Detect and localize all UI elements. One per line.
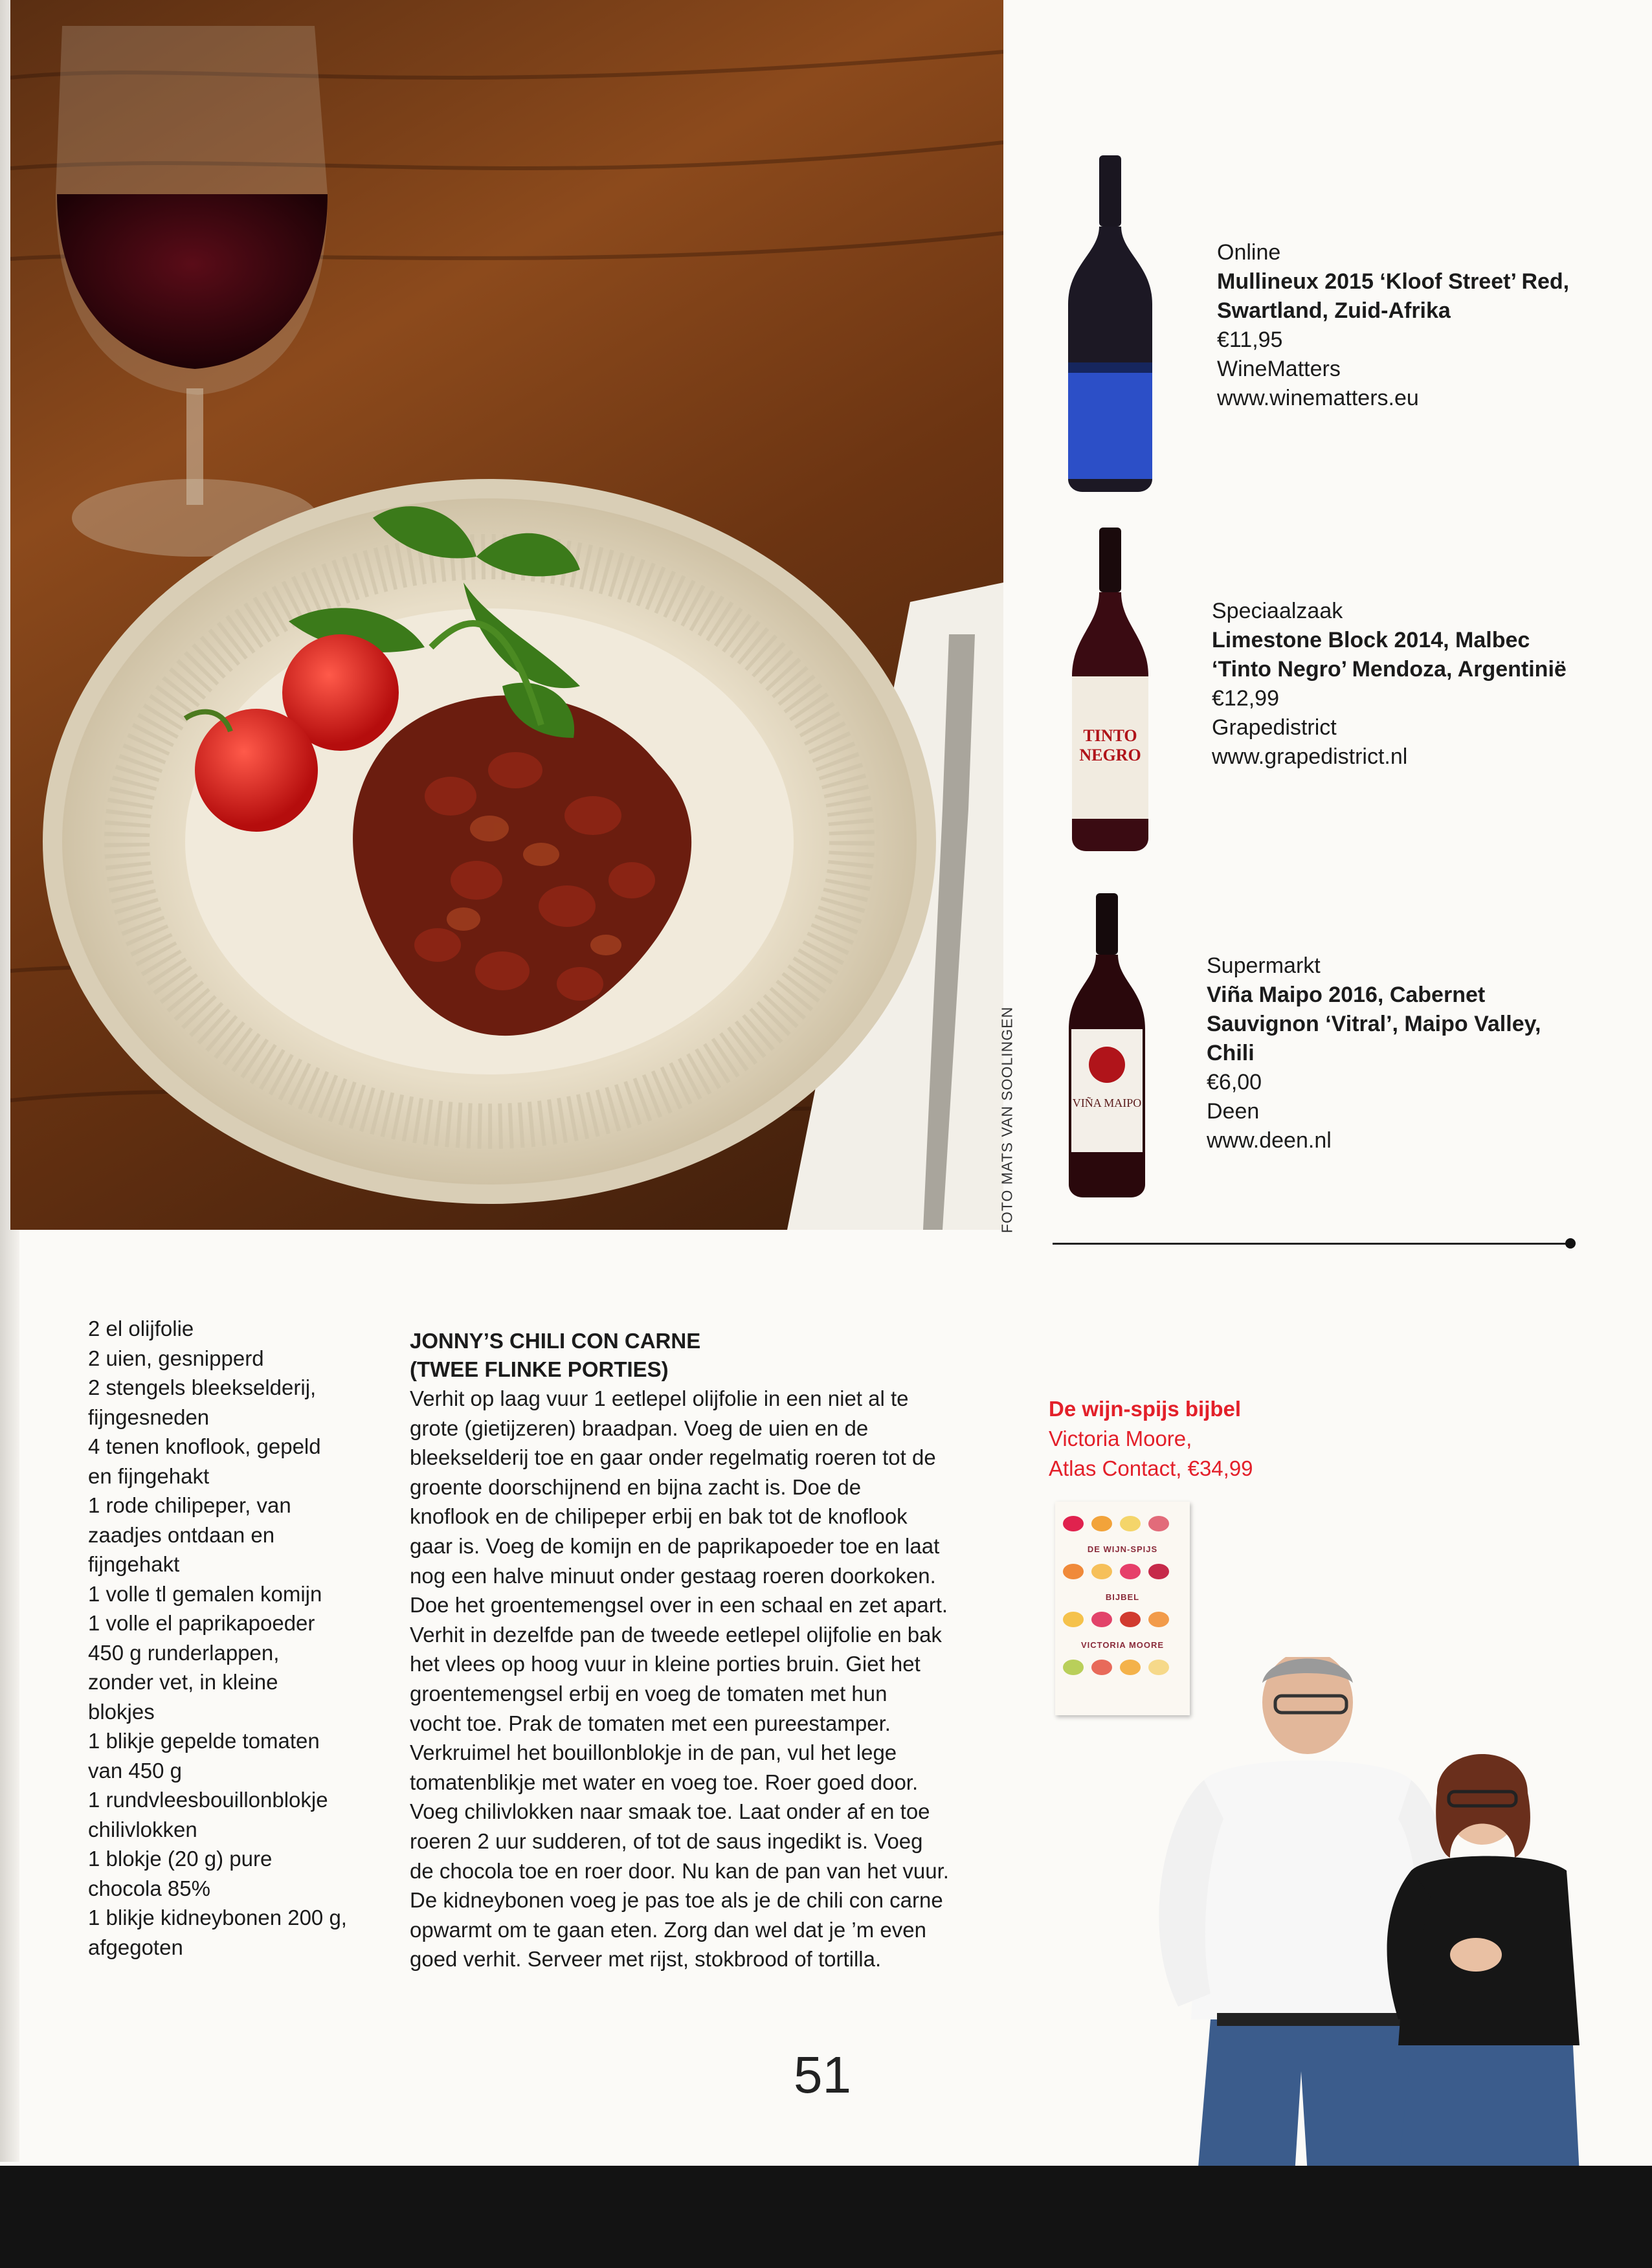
page-number: 51	[794, 2046, 851, 2104]
page-bottom-edge	[0, 2166, 1652, 2268]
wine-name: Sauvignon ‘Vitral’, Maipo Valley,	[1207, 1012, 1541, 1036]
ingredient-line: van 450 g	[88, 1758, 182, 1783]
recipe-line: tomatenblikje met water en voeg toe. Roer goed door.	[410, 1770, 919, 1794]
ingredient-line: afgegoten	[88, 1935, 183, 1959]
recipe-line: Verkruimel het bouillonblokje in de pan, vul het lege	[410, 1740, 897, 1765]
ingredient-line: 1 rundvleesbouillonblokje	[88, 1788, 328, 1812]
recipe-line: vocht toe. Prak de tomaten met een pureestamper.	[410, 1711, 891, 1735]
recipe-line: De kidneybonen voeg je pas toe als je de chili con carne	[410, 1888, 943, 1913]
ingredient-line: 1 blikje gepelde tomaten	[88, 1729, 320, 1753]
recipe-line: groente doorschijnend en bijna zacht is. Doe de	[410, 1474, 862, 1499]
wine-shop: Grapedistrict	[1212, 715, 1337, 740]
book-cover-title: DE WIJN-SPIJS	[1087, 1544, 1158, 1554]
wine-price: €12,99	[1212, 686, 1279, 711]
ingredient-line: 2 uien, gesnipperd	[88, 1346, 264, 1370]
ingredient-line: 4 tenen knoflook, gepeld	[88, 1434, 321, 1458]
ingredient-line: 1 blokje (20 g) pure	[88, 1847, 273, 1871]
ingredient-line: fijngehakt	[88, 1552, 180, 1576]
recipe-line: bleekselderij toe en gaar onder regelmatig roeren tot de	[410, 1445, 936, 1470]
wine-url[interactable]: www.deen.nl	[1207, 1128, 1332, 1153]
wine-entry-vina-maipo	[1207, 951, 1541, 1155]
recipe-line: goed verhit. Serveer met rijst, stokbrood of tortilla.	[410, 1947, 882, 1972]
ingredient-line: 1 blikje kidneybonen 200 g,	[88, 1906, 347, 1929]
svg-text:TINTO: TINTO	[1083, 726, 1137, 745]
wine-url[interactable]: www.winematters.eu	[1217, 386, 1419, 410]
wine-shop: WineMatters	[1217, 357, 1341, 381]
ingredient-line: 1 volle tl gemalen komijn	[88, 1581, 322, 1606]
wine-bottle-mullineux	[1062, 155, 1159, 492]
wine-entry-mullineux	[1217, 238, 1569, 413]
recipe-line: Verhit in dezelfde pan de tweede eetlepel olijfolie en bak	[410, 1622, 942, 1647]
wine-price: €6,00	[1207, 1070, 1262, 1095]
ingredient-line: en fijngehakt	[88, 1463, 210, 1488]
ingredient-line: 450 g runderlappen,	[88, 1640, 280, 1665]
wine-name: Chili	[1207, 1041, 1255, 1065]
wine-entry-limestone-block	[1212, 597, 1567, 772]
photo-credit: FOTO MATS VAN SOOLINGEN	[998, 1006, 1016, 1234]
wine-category: Supermarkt	[1207, 953, 1321, 978]
ingredient-line: blokjes	[88, 1699, 155, 1724]
wine-price: €11,95	[1217, 328, 1283, 352]
recipe-title: JONNY’S CHILI CON CARNE	[410, 1329, 701, 1353]
wine-shop: Deen	[1207, 1099, 1260, 1124]
wine-category: Speciaalzaak	[1212, 599, 1343, 623]
recipe-line: grote (gietijzeren) braadpan. Voeg de uien en de	[410, 1416, 869, 1440]
ingredient-line: 1 volle el paprikapoeder	[88, 1611, 315, 1635]
ingredient-line: zonder vet, in kleine	[88, 1670, 278, 1694]
wine-bottle-vina-maipo	[1065, 893, 1149, 1197]
chili-con-carne-photo	[10, 0, 1003, 1230]
ingredient-line: fijngesneden	[88, 1405, 210, 1429]
recipe-body	[410, 1327, 992, 1974]
recipe-line: nog een halve minuut onder gestaag roeren doorkoken.	[410, 1563, 936, 1588]
book-author: Victoria Moore,	[1049, 1427, 1192, 1451]
ingredient-line: chilivlokken	[88, 1817, 197, 1841]
recipe-line: opwarmt om te gaan eten. Zorg dan wel dat je ’m even	[410, 1917, 926, 1942]
book-title: De wijn-spijs bijbel	[1049, 1397, 1242, 1421]
svg-text:NEGRO: NEGRO	[1079, 746, 1141, 764]
wine-glass	[56, 26, 328, 557]
recipe-line: roeren 2 uur sudderen, of tot de saus ingedikt is. Voeg	[410, 1829, 923, 1853]
recipe-line: Voeg chilivlokken naar smaak toe. Laat onder af en toe	[410, 1799, 930, 1824]
wine-name: Mullineux 2015 ‘Kloof Street’ Red,	[1217, 269, 1570, 294]
ingredient-line: chocola 85%	[88, 1876, 210, 1900]
book-cover-author: VICTORIA MOORE	[1080, 1640, 1165, 1650]
recipe-line: de chocola toe en roer door. Nu kan de pan van het vuur.	[410, 1858, 949, 1883]
recipe-line: Doe het groentemengsel over in een schaal en zet apart.	[410, 1593, 948, 1618]
wine-name: ‘Tinto Negro’ Mendoza, Argentinië	[1212, 657, 1567, 682]
ingredient-line: zaadjes ontdaan en	[88, 1522, 275, 1547]
wine-name: Swartland, Zuid-Afrika	[1217, 298, 1451, 323]
ingredient-line: 2 stengels bleekselderij,	[88, 1375, 317, 1399]
wine-name: Viña Maipo 2016, Cabernet	[1207, 983, 1486, 1007]
wine-url[interactable]: www.grapedistrict.nl	[1212, 744, 1408, 769]
authors-photo	[1062, 1657, 1592, 2175]
section-divider-dot	[1565, 1238, 1576, 1249]
book-cover-title: BIJBEL	[1105, 1592, 1140, 1602]
ingredient-line: 2 el olijfolie	[88, 1317, 194, 1340]
wine-bottle-limestone-block	[1068, 528, 1152, 851]
wine-category: Online	[1217, 240, 1281, 265]
ingredient-line: 1 rode chilipeper, van	[88, 1493, 291, 1517]
recipe-subtitle: (TWEE FLINKE PORTIES)	[410, 1357, 669, 1381]
ingredients-list	[88, 1314, 373, 1962]
recipe-line: groentemengsel erbij en voeg de tomaten met hun	[410, 1681, 887, 1706]
section-divider	[1053, 1243, 1570, 1245]
book-publisher-price: Atlas Contact, €34,99	[1049, 1456, 1253, 1480]
recipe-line: gaar is. Voeg de komijn en de paprikapoeder toe en laat	[410, 1533, 940, 1558]
wine-name: Limestone Block 2014, Malbec	[1212, 628, 1530, 652]
recipe-line: het vlees op hoog vuur in kleine porties bruin. Giet het	[410, 1652, 921, 1676]
svg-text:VIÑA MAIPO: VIÑA MAIPO	[1072, 1096, 1142, 1109]
recipe-line: Verhit op laag vuur 1 eetlepel olijfolie in een niet al te	[410, 1386, 909, 1410]
recipe-line: knoflook en de chilipeper erbij en bak tot de knoflook	[410, 1504, 908, 1529]
